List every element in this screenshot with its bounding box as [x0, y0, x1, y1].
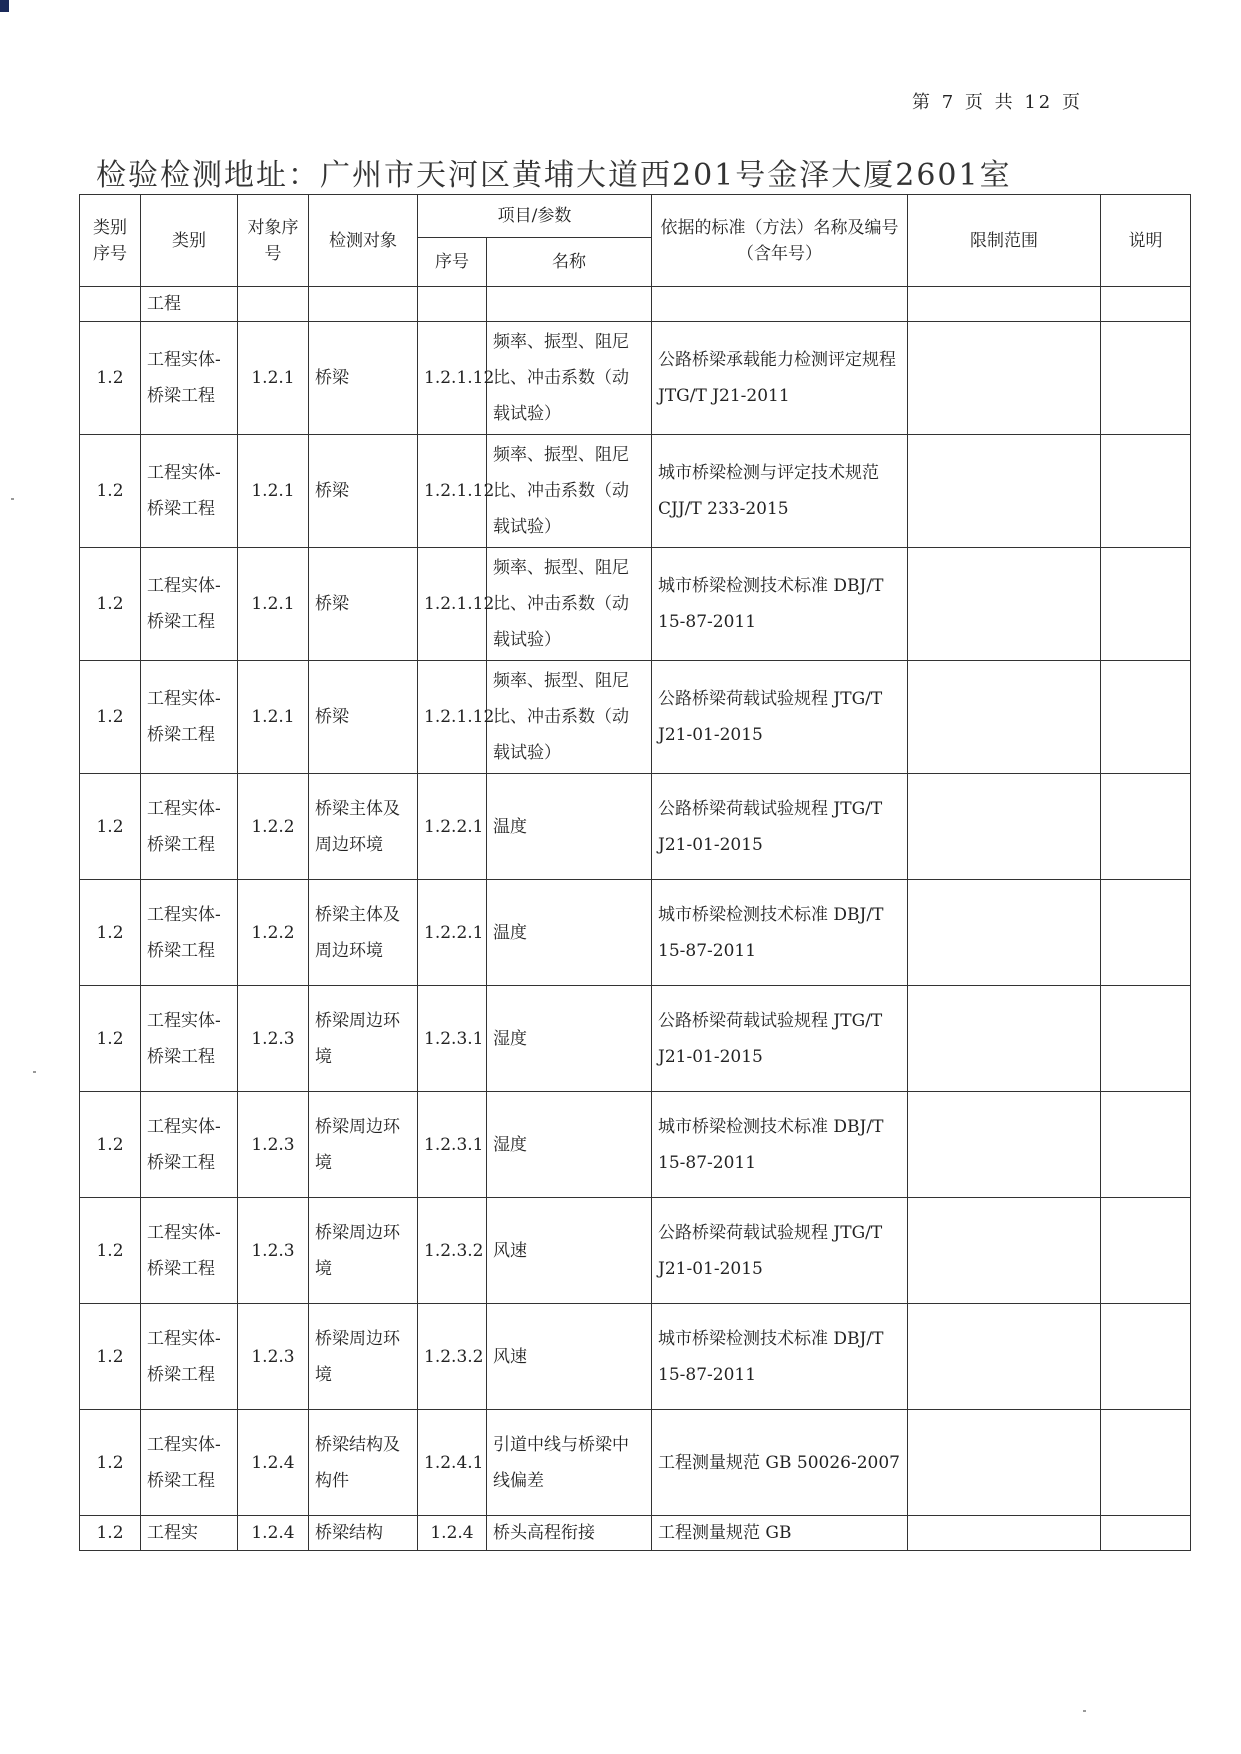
- cell-limit: [908, 548, 1101, 661]
- cell-standard: 公路桥梁承载能力检测评定规程 JTG/T J21-2011: [652, 322, 908, 435]
- cell-limit: [908, 661, 1101, 774]
- cell-object: 桥梁周边环境: [309, 986, 418, 1092]
- cell-item-name: 频率、振型、阻尼比、冲击系数（动载试验）: [487, 435, 652, 548]
- cell-object: 桥梁: [309, 322, 418, 435]
- cell-limit: [908, 435, 1101, 548]
- cell-item-name: 湿度: [487, 986, 652, 1092]
- table-row: [80, 1410, 1191, 1516]
- cell-item-no: 1.2.3.2: [418, 1304, 487, 1410]
- cell-standard: 公路桥梁荷载试验规程 JTG/T J21-01-2015: [652, 774, 908, 880]
- cell-limit: [908, 1198, 1101, 1304]
- cell-object: 桥梁周边环境: [309, 1198, 418, 1304]
- cell-note: [1101, 1516, 1191, 1551]
- cell-standard: 公路桥梁荷载试验规程 JTG/T J21-01-2015: [652, 661, 908, 774]
- cell-category: 工程实体-桥梁工程: [141, 322, 238, 435]
- cell-object-no: 1.2.2: [238, 880, 309, 986]
- cell-category: 工程: [141, 287, 238, 322]
- cell-category: 工程实体-桥梁工程: [141, 435, 238, 548]
- cell-standard: 城市桥梁检测技术标准 DBJ/T 15-87-2011: [652, 880, 908, 986]
- scan-speck: [33, 1071, 36, 1073]
- table-row: [80, 322, 1191, 435]
- cell-category-no: 1.2: [80, 1092, 141, 1198]
- testing-address: 检验检测地址：广州市天河区黄埔大道西201号金泽大厦2601室: [96, 158, 1012, 193]
- cell-category: 工程实体-桥梁工程: [141, 1410, 238, 1516]
- cell-standard: 公路桥梁荷载试验规程 JTG/T J21-01-2015: [652, 986, 908, 1092]
- cell-limit: [908, 1304, 1101, 1410]
- cell-category: 工程实: [141, 1516, 238, 1551]
- cell-object-no: 1.2.4: [238, 1410, 309, 1516]
- cell-item-no: 1.2.4: [418, 1516, 487, 1551]
- cell-note: [1101, 774, 1191, 880]
- table-row: [80, 986, 1191, 1092]
- cell-category-no: 1.2: [80, 774, 141, 880]
- header-category-no: 类别序号: [80, 195, 141, 287]
- cell-item-name: 频率、振型、阻尼比、冲击系数（动载试验）: [487, 322, 652, 435]
- header-object-no: 对象序号: [238, 195, 309, 287]
- cell-object-no: 1.2.3: [238, 1092, 309, 1198]
- table-row: [80, 548, 1191, 661]
- cell-object-no: 1.2.1: [238, 435, 309, 548]
- cell-item-name: 频率、振型、阻尼比、冲击系数（动载试验）: [487, 548, 652, 661]
- header-limit: 限制范围: [908, 195, 1101, 287]
- cell-standard: 工程测量规范 GB 50026-2007: [652, 1410, 908, 1516]
- cell-item-no: 1.2.2.1: [418, 774, 487, 880]
- cell-category-no: 1.2: [80, 1198, 141, 1304]
- cell-item-name: 温度: [487, 880, 652, 986]
- table-row: [80, 880, 1191, 986]
- table-row: [80, 1304, 1191, 1410]
- cell-category: 工程实体-桥梁工程: [141, 774, 238, 880]
- cell-limit: [908, 986, 1101, 1092]
- cell-object: 桥梁主体及周边环境: [309, 774, 418, 880]
- inspection-scope-table: [79, 194, 1191, 1551]
- cell-item-no: 1.2.4.1: [418, 1410, 487, 1516]
- cell-category-no: 1.2: [80, 661, 141, 774]
- cell-object-no: 1.2.1: [238, 548, 309, 661]
- cell-note: [1101, 1198, 1191, 1304]
- cell-item-name: 频率、振型、阻尼比、冲击系数（动载试验）: [487, 661, 652, 774]
- cell-standard: 城市桥梁检测与评定技术规范 CJJ/T 233-2015: [652, 435, 908, 548]
- cell-category: 工程实体-桥梁工程: [141, 548, 238, 661]
- table-row: [80, 1092, 1191, 1198]
- cell-limit: [908, 880, 1101, 986]
- cell-category-no: 1.2: [80, 1516, 141, 1551]
- table-row: [80, 435, 1191, 548]
- cell-object-no: 1.2.3: [238, 986, 309, 1092]
- cell-note: [1101, 880, 1191, 986]
- scan-speck: [11, 498, 14, 500]
- cell-limit: [908, 1092, 1101, 1198]
- cell-category: 工程实体-桥梁工程: [141, 1092, 238, 1198]
- cell-item-no: 1.2.1.12: [418, 435, 487, 548]
- cell-category: 工程实体-桥梁工程: [141, 986, 238, 1092]
- cell-note: [1101, 1304, 1191, 1410]
- cell-item-name: 风速: [487, 1198, 652, 1304]
- cell-category-no: 1.2: [80, 435, 141, 548]
- cell-category-no: 1.2: [80, 880, 141, 986]
- cell-note: [1101, 322, 1191, 435]
- table-row: [80, 774, 1191, 880]
- cell-standard: 公路桥梁荷载试验规程 JTG/T J21-01-2015: [652, 1198, 908, 1304]
- cell-item-no: 1.2.2.1: [418, 880, 487, 986]
- cell-category-no: 1.2: [80, 1410, 141, 1516]
- cell-note: [1101, 548, 1191, 661]
- cell-category: 工程实体-桥梁工程: [141, 661, 238, 774]
- cell-category-no: 1.2: [80, 322, 141, 435]
- cell-standard: 城市桥梁检测技术标准 DBJ/T 15-87-2011: [652, 1304, 908, 1410]
- cell-item-no: 1.2.3.1: [418, 1092, 487, 1198]
- cell-object: 桥梁周边环境: [309, 1304, 418, 1410]
- table-row: [80, 1198, 1191, 1304]
- cell-note: [1101, 986, 1191, 1092]
- cell-item-name: 温度: [487, 774, 652, 880]
- cell-category: 工程实体-桥梁工程: [141, 1304, 238, 1410]
- cell-category-no: 1.2: [80, 1304, 141, 1410]
- cell-object: 桥梁: [309, 548, 418, 661]
- cell-item-name: 风速: [487, 1304, 652, 1410]
- cell-item-no: 1.2.3.2: [418, 1198, 487, 1304]
- header-note: 说明: [1101, 195, 1191, 287]
- cell-category-no: 1.2: [80, 548, 141, 661]
- header-object: 检测对象: [309, 195, 418, 287]
- cell-object: 桥梁结构及构件: [309, 1410, 418, 1516]
- cell-note: [1101, 1410, 1191, 1516]
- cell-item-name: 引道中线与桥梁中线偏差: [487, 1410, 652, 1516]
- cell-item-no: 1.2.1.12: [418, 322, 487, 435]
- cell-object-no: 1.2.4: [238, 1516, 309, 1551]
- header-category: 类别: [141, 195, 238, 287]
- cell-note: [1101, 1092, 1191, 1198]
- cell-item-name: 桥头高程衔接: [487, 1516, 652, 1551]
- cell-object: 桥梁结构: [309, 1516, 418, 1551]
- cell-note: [1101, 661, 1191, 774]
- cell-object: 桥梁: [309, 435, 418, 548]
- page-number: 第 7 页 共 12 页: [912, 92, 1083, 113]
- header-standard: 依据的标准（方法）名称及编号（含年号）: [652, 195, 908, 287]
- cell-object-no: 1.2.3: [238, 1304, 309, 1410]
- cell-category: 工程实体-桥梁工程: [141, 880, 238, 986]
- continuation-row: [80, 287, 1191, 322]
- cell-item-no: 1.2.3.1: [418, 986, 487, 1092]
- cell-note: [1101, 435, 1191, 548]
- cell-item-no: 1.2.1.12: [418, 548, 487, 661]
- cell-limit: [908, 774, 1101, 880]
- cell-object: 桥梁: [309, 661, 418, 774]
- cell-limit: [908, 322, 1101, 435]
- table-row-partial: [80, 1516, 1191, 1551]
- header-item-group: 项目/参数: [418, 195, 652, 238]
- cell-object-no: 1.2.2: [238, 774, 309, 880]
- header-item-name: 名称: [487, 238, 652, 287]
- scan-speck: [1083, 1710, 1086, 1712]
- cell-standard: 城市桥梁检测技术标准 DBJ/T 15-87-2011: [652, 548, 908, 661]
- cell-object-no: 1.2.1: [238, 322, 309, 435]
- scan-corner-mark: [0, 0, 9, 12]
- cell-limit: [908, 1516, 1101, 1551]
- cell-limit: [908, 1410, 1101, 1516]
- cell-category-no: 1.2: [80, 986, 141, 1092]
- cell-item-name: 湿度: [487, 1092, 652, 1198]
- cell-object: 桥梁周边环境: [309, 1092, 418, 1198]
- header-item-no: 序号: [418, 238, 487, 287]
- cell-category: 工程实体-桥梁工程: [141, 1198, 238, 1304]
- cell-object: 桥梁主体及周边环境: [309, 880, 418, 986]
- table-row: [80, 661, 1191, 774]
- cell-item-no: 1.2.1.12: [418, 661, 487, 774]
- cell-object-no: 1.2.1: [238, 661, 309, 774]
- cell-standard: 工程测量规范 GB: [652, 1516, 908, 1551]
- cell-standard: 城市桥梁检测技术标准 DBJ/T 15-87-2011: [652, 1092, 908, 1198]
- cell-object-no: 1.2.3: [238, 1198, 309, 1304]
